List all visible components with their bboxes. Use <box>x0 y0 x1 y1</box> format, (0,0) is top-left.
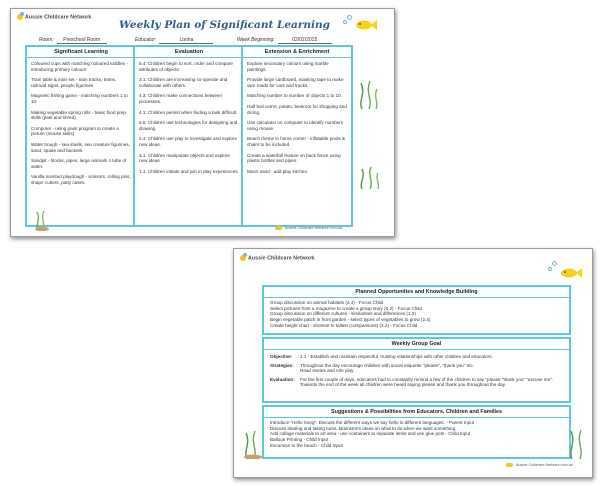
list-item: Group discussion on different cultures - similarities and differences (1.3) <box>270 311 416 317</box>
weekly-group-goal-box <box>262 337 571 403</box>
educator-field: Educator: Lorina <box>135 37 213 44</box>
footer-logo-icon <box>275 226 282 230</box>
list-item: Create a waterfall feature on back fence using plastic bottles and pipes. <box>247 152 341 164</box>
list-item: Excursion to the beach - Child Input <box>270 442 343 448</box>
list-item: Use calculator on computer to identify numbers using mouse. <box>247 120 344 131</box>
planned-opportunities-box <box>262 285 571 335</box>
strategies-row: Strategies: Throughout the day encourage children with social etiquette "please", "thank you" etc. Read stories and role play. <box>270 362 475 374</box>
section-heading: Suggestions & Possibilities from Educators, Children and Families <box>264 407 569 418</box>
list-item: Vanilla scented playdough - scissors, rolling pins, shape cutters, patty cases. <box>31 174 131 185</box>
list-item: Computer - using paint program to create a picture (mouse skills) <box>31 125 119 137</box>
list-item: Matching number to number of objects 1 to 10. <box>247 93 342 99</box>
list-item: 4.1: Children persist when finding a task difficult. <box>139 109 238 115</box>
list-item: Introduce "Hello Song". Discuss the different ways we say hello in different languages. - Parent Input <box>270 420 475 425</box>
footer-logo-icon <box>506 463 513 467</box>
list-item: Provide large cardboard, masking tape to make own roads for cars and trucks. <box>247 77 344 88</box>
list-item: Begin vegetable patch in front garden - select types of vegetables to grow (2.4) <box>270 317 431 323</box>
objective-row: Objective: 1.1 - Establish and maintain respectful, trusting relationships with other children and educators. <box>270 354 493 359</box>
suggestions-box <box>262 405 571 459</box>
list-item: Beach theme in home corner - inflatable pools & chairs to be included. <box>247 136 346 147</box>
list-item: 3.1: Children are increasing co-operate and collaborate with others. <box>139 77 228 88</box>
evaluation-row: Evaluation: For the first couple of days, educators had to constantly remind a few of the children to say "please "thank you" "excuse me". Towards the end of the week all children were heard saying please and thank you throughout the day. <box>270 376 554 388</box>
list-item: Group discussion on animal habitats (4.4) - Focus Child <box>270 300 384 305</box>
fish-icon <box>560 267 582 279</box>
significant-learning-column <box>25 45 137 227</box>
list-item: Moon sand - add play kitchen. <box>247 168 309 174</box>
weekly-plan-sheet <box>10 8 395 237</box>
list-item: Sandpit - blocks, pipes, large animals 4 tube of water. <box>31 158 127 169</box>
seaweed-icon <box>356 165 384 189</box>
list-item: Making vegetable spring rolls - basic food prep skills (peel and shred). <box>31 109 126 121</box>
extension-column <box>241 45 353 227</box>
page-title: Weekly Plan of Significant Learning <box>119 19 330 31</box>
list-item: 5.4: Children begin to sort, order and compare attributes of objects. <box>139 61 233 72</box>
list-item: Add collage materials to art area - use containers to separate items and use glue pots - Child Input <box>270 431 471 437</box>
sun-logo-icon <box>17 14 23 20</box>
seaweed-icon <box>356 79 382 109</box>
list-item: Create height chart - shortest to tallest (comparisons) (3.2) - Focus Child <box>270 322 418 328</box>
list-item: Half boil carrot, potato, beetroot for shopping and dicing. <box>247 103 347 115</box>
brand-logo: Aussie Childcare Network <box>17 14 91 20</box>
section-heading: Planned Opportunities and Knowledge Building <box>264 287 569 298</box>
weekly-plan-sheet-page-2 <box>233 248 593 478</box>
room-field: Room: Preschool Room <box>39 37 107 44</box>
bubble-icon <box>548 267 552 271</box>
bubble-icon <box>552 261 557 266</box>
column-heading: Extension & Enrichment <box>243 47 351 58</box>
column-heading: Evaluation <box>135 47 243 58</box>
list-item: Select pictures from a magazine to create a group story (5.2) - Focus Child <box>270 305 422 311</box>
brand-logo: Aussie Childcare Network <box>240 255 314 261</box>
column-heading: Significant Learning <box>27 47 135 58</box>
list-item: 1.1: Children initiate and join in play experiences. <box>139 168 239 174</box>
seaweed-icon <box>33 209 51 231</box>
list-item: Water trough - sea shells, sea creature figurines, sand, spade and buckets. <box>31 141 130 153</box>
footer-brand: Aussie Childcare Network.com.au <box>285 226 342 230</box>
seaweed-icon <box>242 429 264 459</box>
evaluation-column <box>133 45 245 227</box>
list-item: Balloon Printing - Child Input <box>270 437 329 443</box>
list-item: Train table & train set - train tracks, trains, railroad signs, people figurines <box>31 77 117 88</box>
sun-logo-icon <box>240 255 246 261</box>
list-item: 3.1: Children manipulate objects and explore new ideas <box>139 152 230 164</box>
list-item: 2.4: Children use play to investigate and explore new ideas. <box>139 136 238 147</box>
bubble-icon <box>347 15 352 20</box>
list-item: 5.5: Children use technologies for designing and drawing. <box>139 120 238 131</box>
footer-brand: Aussie Childcare Network.com.au <box>516 463 573 467</box>
list-item: Coloured cups with matching coloured toddles - introducing primary colours <box>31 61 128 72</box>
list-item: Magnetic fishing game - matching numbers 1 to 10. <box>31 93 128 104</box>
seaweed-icon <box>566 427 588 459</box>
bubble-icon <box>343 20 347 24</box>
section-heading: Weekly Group Goal <box>264 339 569 350</box>
week-field: Week Beginning: 02/02/2015 <box>237 37 332 44</box>
list-item: Discuss sharing and taking turns. Brainstorm ideas on what to do when we want something. <box>270 425 457 431</box>
list-item: Explore secondary colours using marble paintings. <box>247 61 329 72</box>
list-item: 4.3: Children make connections between processes. <box>139 93 222 104</box>
fish-icon <box>355 19 377 31</box>
